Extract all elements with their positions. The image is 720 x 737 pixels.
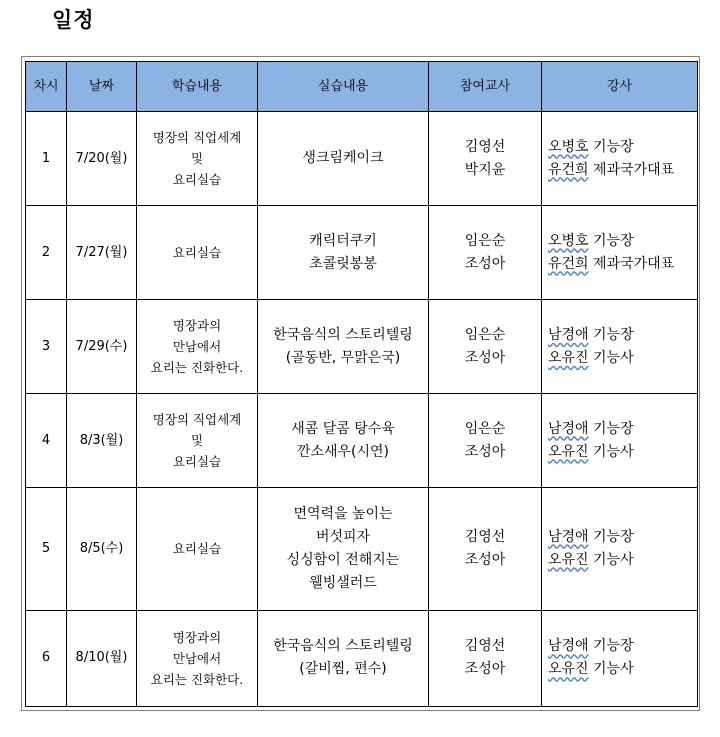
lesson-line: 요리실습 [172, 245, 222, 261]
cell-lesson [137, 394, 258, 487]
teacher-name: 조성아 [464, 551, 506, 568]
cell-session: 5 [26, 487, 67, 610]
practice-line: (골동반, 무맑은국) [285, 349, 401, 366]
cell-teachers [429, 112, 542, 206]
instructor-name: 오유진 [548, 349, 589, 366]
practice-line: 한국음식의 스토리텔링 [273, 638, 413, 655]
instructor-role: 기능사 [593, 551, 634, 568]
cell-date: 7/27(월) [67, 206, 137, 300]
instructor-name: 오유진 [548, 661, 589, 678]
cell-session: 4 [26, 394, 67, 487]
page-title: 일정 [52, 8, 95, 32]
header-lesson: 학습내용 [137, 62, 258, 112]
practice-line: 웰빙샐러드 [309, 574, 377, 591]
instructor-role: 제과국가대표 [593, 161, 675, 178]
lesson-line: 및 [190, 433, 204, 449]
cell-session: 2 [26, 206, 67, 300]
header-practice: 실습내용 [258, 62, 429, 112]
lesson-line: 만남에서 [172, 650, 222, 666]
cell-session: 3 [26, 300, 67, 394]
practice-line: 싱싱함이 전해지는 [286, 551, 400, 568]
cell-teachers [429, 610, 542, 706]
practice-line: 한국음식의 스토리텔링 [273, 326, 413, 343]
cell-date: 8/10(월) [67, 610, 137, 706]
cell-teachers [429, 300, 542, 394]
cell-date: 7/20(월) [67, 112, 137, 206]
header-row [26, 62, 698, 112]
instructor-line [548, 441, 695, 464]
instructor-line [548, 324, 695, 347]
lesson-line: 만남에서 [172, 339, 222, 355]
cell-practice [258, 610, 429, 706]
table-row [26, 487, 698, 610]
cell-instructors [542, 487, 698, 610]
practice-line: 초콜릿봉봉 [309, 255, 377, 272]
table-row [26, 206, 698, 300]
instructor-role: 기능장 [593, 326, 634, 343]
practice-line: 캐릭터쿠키 [309, 232, 377, 249]
cell-lesson [137, 610, 258, 706]
instructor-name: 오유진 [548, 443, 589, 460]
instructor-name: 유건희 [548, 255, 589, 272]
header-teachers: 참여교사 [429, 62, 542, 112]
instructor-line [548, 526, 695, 549]
cell-instructors [542, 300, 698, 394]
cell-lesson [137, 300, 258, 394]
cell-teachers [429, 394, 542, 487]
header-date: 날짜 [67, 62, 137, 112]
instructor-name: 남경애 [548, 420, 589, 437]
teacher-name: 김영선 [464, 528, 506, 545]
instructor-name: 남경애 [548, 326, 589, 343]
instructor-role: 기능사 [593, 349, 634, 366]
cell-instructors [542, 394, 698, 487]
teacher-name: 조성아 [464, 255, 506, 272]
cell-session: 1 [26, 112, 67, 206]
teacher-name: 김영선 [464, 638, 506, 655]
cell-session: 6 [26, 610, 67, 706]
practice-line: 면역력을 높이는 [293, 505, 393, 522]
instructor-name: 오병호 [548, 232, 589, 249]
lesson-line: 명장의 직업세계 [152, 412, 242, 428]
cell-practice [258, 206, 429, 300]
cell-teachers [429, 487, 542, 610]
cell-practice [258, 394, 429, 487]
cell-instructors [542, 610, 698, 706]
teacher-name: 조성아 [464, 349, 506, 366]
teacher-name: 임은순 [464, 232, 506, 249]
table-row [26, 610, 698, 706]
lesson-line: 명장과의 [172, 629, 222, 645]
instructor-name: 오유진 [548, 551, 589, 568]
instructor-role: 기능장 [593, 232, 634, 249]
practice-line: 버섯피자 [315, 528, 371, 545]
cell-practice [258, 112, 429, 206]
instructor-name: 남경애 [548, 528, 589, 545]
cell-date: 8/5(수) [67, 487, 137, 610]
instructor-name: 남경애 [548, 638, 589, 655]
instructor-role: 기능사 [593, 443, 634, 460]
header-session: 차시 [26, 62, 67, 112]
lesson-line: 명장과의 [172, 318, 222, 334]
cell-practice [258, 300, 429, 394]
teacher-name: 임은순 [464, 326, 506, 343]
cell-date: 7/29(수) [67, 300, 137, 394]
practice-line: (갈비찜, 편수) [299, 661, 387, 678]
cell-practice [258, 487, 429, 610]
instructor-line [548, 159, 695, 182]
cell-instructors [542, 206, 698, 300]
lesson-line: 및 [190, 151, 204, 167]
instructor-line [548, 658, 695, 681]
cell-teachers [429, 206, 542, 300]
lesson-line: 요리는 진화한다. [150, 360, 244, 376]
cell-date: 8/3(월) [67, 394, 137, 487]
instructor-role: 기능장 [593, 138, 634, 155]
lesson-line: 요리실습 [172, 172, 222, 188]
instructor-role: 기능장 [593, 528, 634, 545]
instructor-line [548, 347, 695, 370]
schedule-body [26, 112, 698, 707]
lesson-line: 요리실습 [172, 454, 222, 470]
instructor-name: 오병호 [548, 138, 589, 155]
cell-lesson [137, 206, 258, 300]
practice-line: 새콤 달콤 탕수육 [291, 420, 395, 437]
instructor-line [548, 136, 695, 159]
lesson-line: 요리실습 [172, 541, 222, 557]
instructor-name: 유건희 [548, 161, 589, 178]
teacher-name: 김영선 [464, 138, 506, 155]
teacher-name: 임은순 [464, 420, 506, 437]
cell-instructors [542, 112, 698, 206]
instructor-line [548, 230, 695, 253]
teacher-name: 조성아 [464, 443, 506, 460]
lesson-line: 명장의 직업세계 [152, 130, 242, 146]
instructor-line [548, 253, 695, 276]
teacher-name: 박지윤 [464, 161, 506, 178]
table-row [26, 112, 698, 206]
instructor-line [548, 635, 695, 658]
lesson-line: 요리는 진화한다. [150, 671, 244, 687]
instructor-role: 기능사 [593, 661, 634, 678]
table-row [26, 394, 698, 487]
instructor-line [548, 418, 695, 441]
practice-line: 깐소새우(시연) [296, 443, 390, 460]
teacher-name: 조성아 [464, 661, 506, 678]
header-instructors: 강사 [542, 62, 698, 112]
cell-lesson [137, 487, 258, 610]
instructor-line [548, 549, 695, 572]
table-row [26, 300, 698, 394]
instructor-role: 기능장 [593, 420, 634, 437]
instructor-role: 기능장 [593, 638, 634, 655]
schedule-table [25, 61, 698, 707]
practice-line: 생크림케이크 [302, 150, 384, 167]
instructor-role: 제과국가대표 [593, 255, 675, 272]
cell-lesson [137, 112, 258, 206]
